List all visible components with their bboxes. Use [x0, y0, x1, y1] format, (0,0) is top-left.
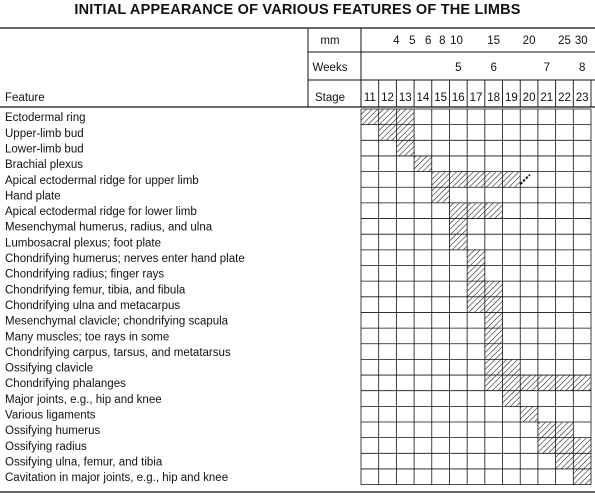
feature-label: Brachial plexus: [5, 159, 83, 172]
figure-title: INITIAL APPEARANCE OF VARIOUS FEATURES OF THE LIMBS: [74, 2, 521, 18]
feature-label: Chondrifying ulna and metacarpus: [5, 299, 181, 312]
stage-bar: [467, 250, 485, 266]
feature-label: Chondrifying humerus; nerves enter hand plate: [5, 253, 245, 265]
mm-tick-label: 4: [393, 35, 400, 47]
feature-label: Ossifying clavicle: [5, 362, 94, 375]
week-tick-label: 7: [543, 62, 550, 74]
feature-label: Ossifying ulna, femur, and tibia: [5, 456, 163, 469]
bar-extension: [520, 175, 530, 184]
table-text: [5, 35, 589, 484]
stage-bar: [467, 266, 485, 282]
stage-bar: [432, 187, 450, 203]
feature-label: Chondrifying femur, tibia, and fibula: [5, 284, 186, 297]
mm-tick-label: 5: [409, 35, 416, 47]
stage-row-label: Stage: [314, 92, 346, 104]
stage-number: 15: [434, 92, 448, 104]
stage-bar: [485, 344, 503, 360]
stage-number: 11: [363, 92, 376, 104]
stage-bar: [485, 312, 503, 328]
feature-label: Ectodermal ring: [5, 112, 86, 125]
feature-label: Many muscles; toe rays in some: [5, 331, 170, 344]
week-tick-label: 5: [455, 62, 462, 74]
stage-number: 20: [522, 92, 536, 104]
stage-number: 13: [398, 92, 412, 104]
feature-label: Cavitation in major joints, e.g., hip and knee: [5, 472, 229, 485]
mm-tick-label: 15: [487, 35, 501, 47]
mm-tick-label: 8: [439, 35, 446, 47]
feature-label: Various ligaments: [5, 409, 96, 422]
feature-label: Chondrifying phalanges: [5, 378, 126, 391]
feature-label: Lower-limb bud: [5, 143, 84, 156]
feature-label: Chondrifying radius; finger rays: [5, 268, 165, 281]
stage-number: 19: [504, 92, 518, 104]
stage-number: 14: [416, 92, 430, 104]
stage-number: 12: [381, 92, 394, 104]
feature-label: Upper-limb bud: [5, 127, 84, 140]
mm-row-label: mm: [320, 35, 340, 47]
stage-number: 21: [540, 92, 554, 104]
stage-number: 16: [451, 92, 465, 104]
stage-bar: [449, 219, 467, 235]
stage-bar: [449, 203, 502, 219]
mm-tick-label: 6: [425, 35, 432, 47]
stage-bar: [538, 438, 591, 454]
feature-label: Ossifying radius: [5, 440, 87, 453]
stage-number: 23: [575, 92, 589, 104]
stage-bar: [485, 328, 503, 344]
stage-bar: [573, 469, 591, 485]
stage-bar: [432, 172, 520, 188]
mm-tick-label: 25: [558, 35, 571, 47]
mm-tick-label: 30: [574, 35, 588, 47]
feature-label: Lumbosacral plexus; foot plate: [5, 237, 161, 250]
mm-tick-label: 10: [450, 35, 463, 47]
week-tick-label: 8: [578, 62, 586, 74]
stage-bar: [414, 156, 432, 172]
feature-label: Apical ectodermal ridge for lower limb: [5, 206, 197, 219]
stage-number: 17: [469, 92, 483, 104]
week-tick-label: 6: [490, 62, 497, 74]
feature-label: Chondrifying carpus, tarsus, and metatarsus: [5, 346, 231, 359]
feature-label: Apical ectodermal ridge for upper limb: [5, 174, 199, 187]
stage-bar: [361, 109, 414, 125]
stage-number: 22: [558, 92, 571, 104]
feature-label: Major joints, e.g., hip and knee: [5, 393, 162, 406]
feature-label: Ossifying humerus: [5, 425, 101, 438]
feature-column-label: Feature: [5, 92, 45, 104]
stage-bar: [449, 234, 467, 250]
stage-bar: [503, 391, 521, 407]
stage-bar: [396, 140, 414, 156]
feature-label: Mesenchymal humerus, radius, and ulna: [5, 221, 213, 234]
feature-label: Hand plate: [5, 190, 61, 203]
weeks-row-label: Weeks: [312, 62, 348, 74]
feature-label: Mesenchymal clavicle; chondrifying scapula: [5, 315, 229, 328]
stage-bar: [520, 406, 538, 422]
mm-tick-label: 20: [522, 35, 536, 47]
stage-number: 18: [487, 92, 501, 104]
